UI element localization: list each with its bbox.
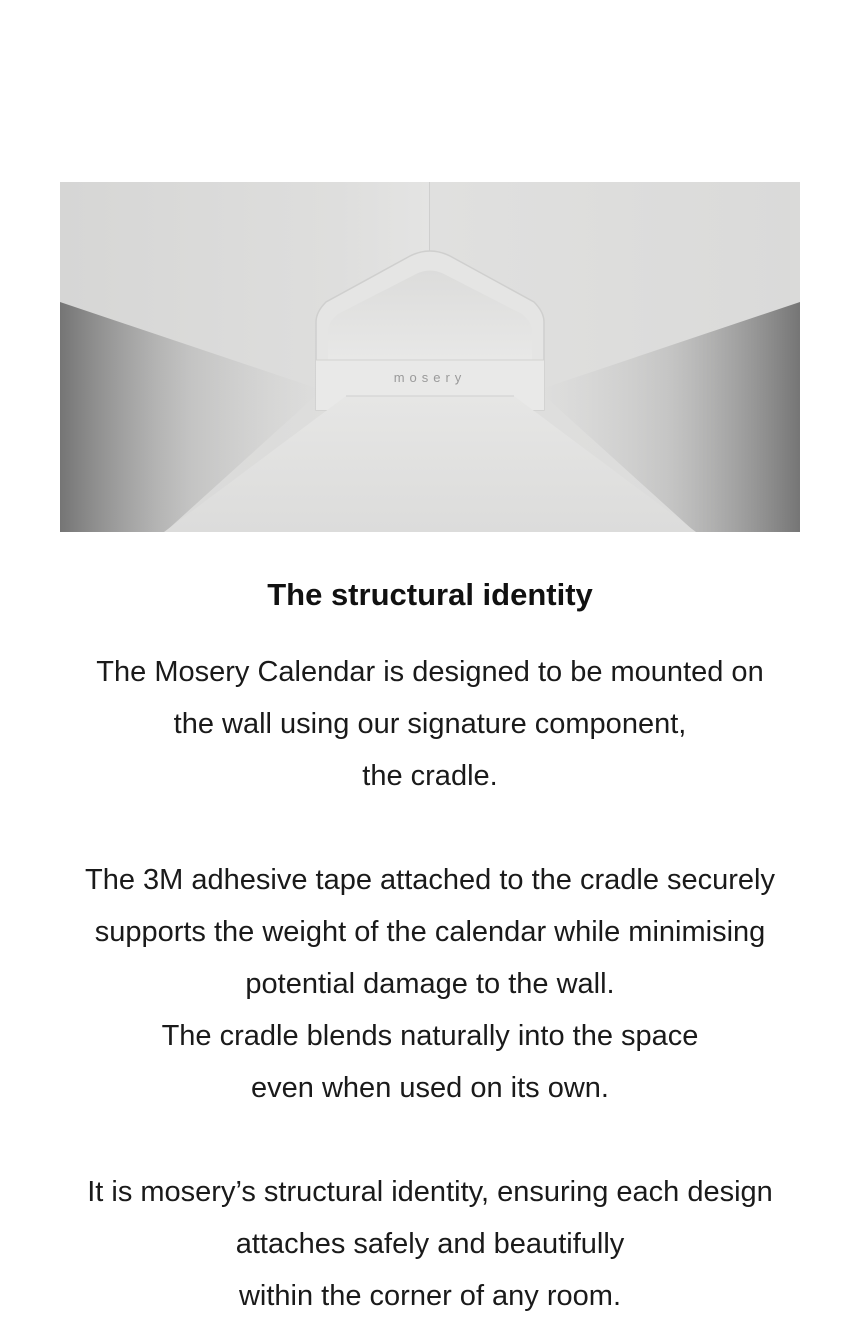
description-line: the wall using our signature component, — [173, 708, 687, 740]
description-line: The 3M adhesive tape attached to the cradle securely — [85, 864, 775, 896]
section-description — [40, 646, 820, 1322]
paragraph-spacer — [40, 1114, 820, 1166]
description-line: potential damage to the wall. — [245, 968, 615, 1000]
description-line: supports the weight of the calendar while minimising — [94, 916, 766, 948]
brand-logo: mosery — [393, 370, 467, 385]
description-line: It is mosery’s structural identity, ensuring each design — [87, 1176, 773, 1208]
description-line: the cradle. — [362, 760, 498, 792]
cradle-corner-illustration — [60, 182, 800, 532]
description-line: The Mosery Calendar is designed to be mounted on — [96, 656, 764, 688]
description-line: even when used on its own. — [251, 1072, 609, 1104]
description-paragraph-2 — [40, 854, 820, 1114]
product-hero-image — [60, 182, 800, 532]
section-title: The structural identity — [267, 577, 593, 612]
description-paragraph-3 — [40, 1166, 820, 1322]
description-paragraph-1 — [40, 646, 820, 802]
description-line: attaches safely and beautifully — [235, 1228, 625, 1260]
paragraph-spacer — [40, 802, 820, 854]
description-line: The cradle blends naturally into the space — [161, 1020, 699, 1052]
description-line: within the corner of any room. — [238, 1280, 621, 1312]
